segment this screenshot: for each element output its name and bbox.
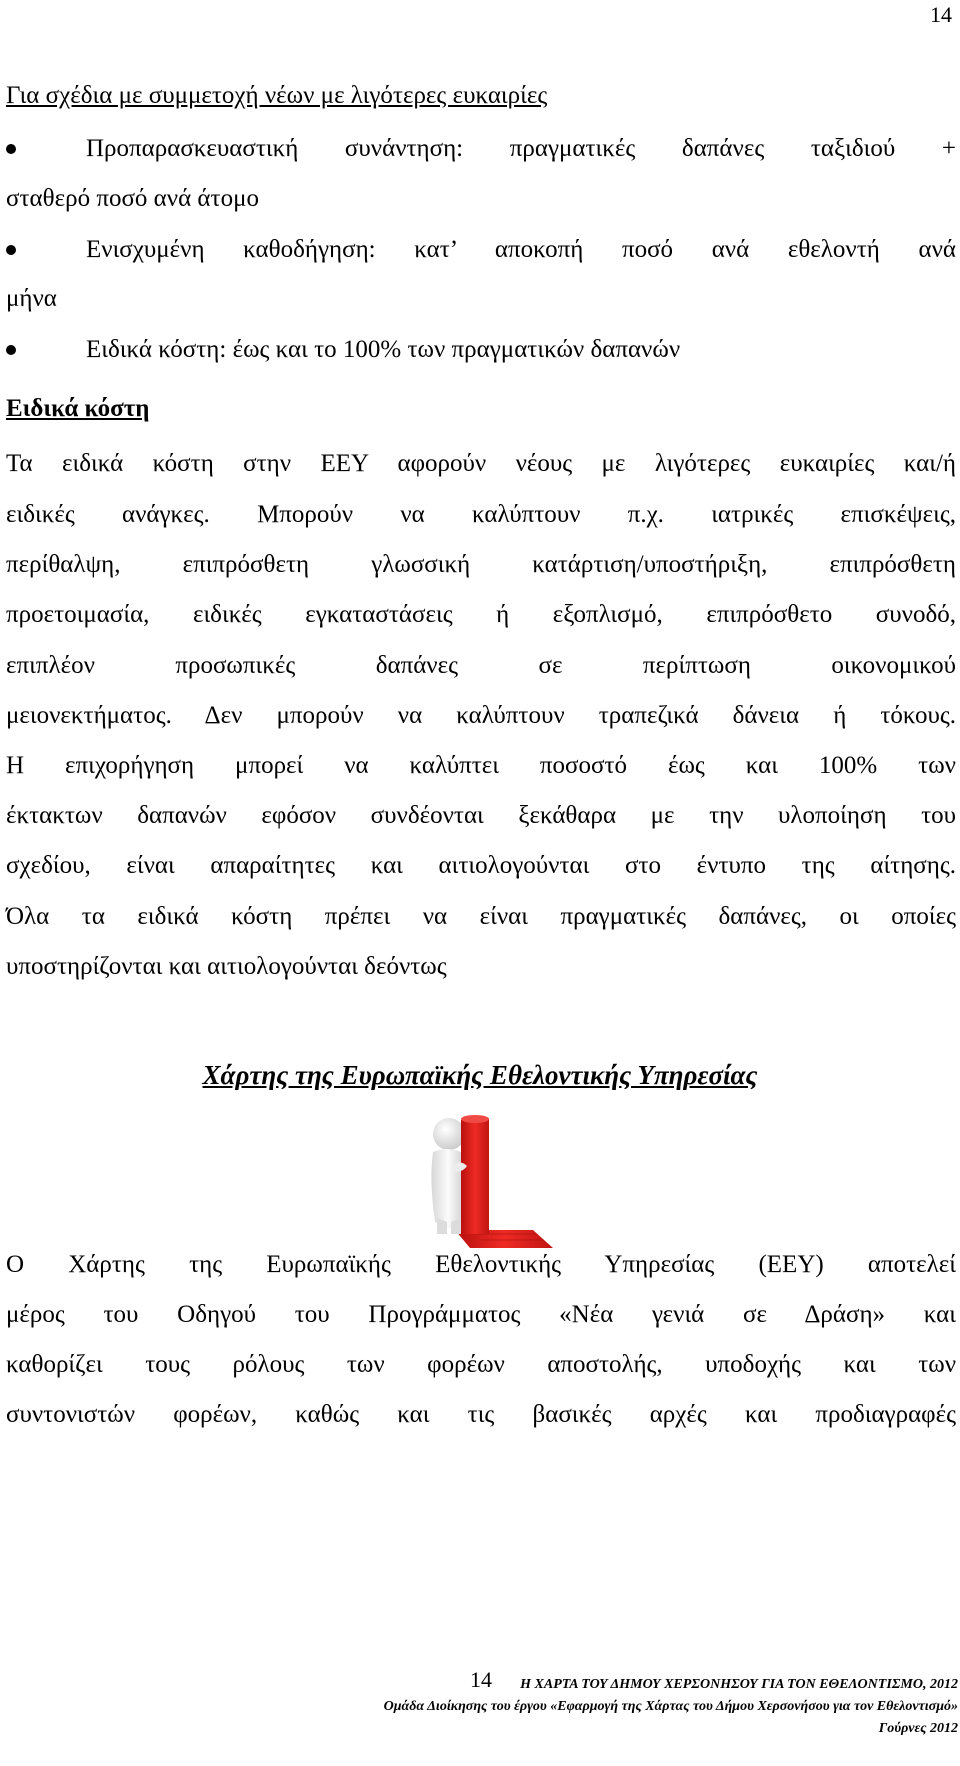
paragraph-line: επιπλέον προσωπικές δαπάνες σε περίπτωση οικονομικού (6, 652, 956, 679)
charter-title: Χάρτης της Ευρωπαϊκής Εθελοντικής Υπηρεσίας (202, 1060, 758, 1090)
special-costs-heading: Ειδικά κόστη (6, 395, 150, 422)
paragraph-line: σχεδίου, είναι απαραίτητες και αιτιολογούνται στο έντυπο της αίτησης. (6, 852, 956, 879)
paragraph-line: υποστηρίζονται και αιτιολογούνται δεόντως (6, 953, 447, 980)
paragraph-line: Τα ειδικά κόστη στην ΕΕΥ αφορούν νέους με λιγότερες ευκαιρίες και/ή (6, 450, 956, 477)
paragraph-line: Η επιχορήγηση μπορεί να καλύπτει ποσοστό έως και 100% των (6, 752, 956, 779)
bullet-special-costs: Ειδικά κόστη: έως και το 100% των πραγματικών δαπανών (86, 336, 681, 363)
paragraph-line: έκτακτων δαπανών εφόσον συνδέονται ξεκάθαρα με την υλοποίηση του (6, 802, 956, 829)
paragraph-line: Όλα τα ειδικά κόστη πρέπει να είναι πραγματικές δαπάνες, οι οποίες (6, 903, 956, 930)
paragraph-line: Ο Χάρτης της Ευρωπαϊκής Εθελοντικής Υπηρεσίας (ΕΕΥ) αποτελεί (6, 1251, 956, 1278)
footer-page-number: 14 (470, 1667, 492, 1692)
bullet-icon (6, 144, 16, 154)
paragraph-line: προετοιμασία, ειδικές εγκαταστάσεις ή εξοπλισμό, επιπρόσθετο συνοδό, (6, 601, 956, 628)
bullet-icon (6, 345, 16, 355)
footer-charter-line: Η ΧΑΡΤΑ ΤΟΥ ΔΗΜΟΥ ΧΕΡΣΟΝΗΣΟΥ ΓΙΑ ΤΟΝ ΕΘΕΛΟΝΤΙΣΜΟ, 2012 (520, 1677, 958, 1692)
footer-team-line: Ομάδα Διοίκησης του έργου «Εφαρμογή της Χάρτας του Δήμου Χερσονήσου για τον Εθελοντισμό» (383, 1699, 958, 1714)
bullet-continuation: σταθερό ποσό ανά άτομο (6, 185, 259, 212)
paragraph-line: καθορίζει τους ρόλους των φορέων αποστολής, υποδοχής και των (6, 1351, 956, 1378)
figure-with-red-carpet-image (415, 1110, 560, 1250)
low-opportunity-heading: Για σχέδια με συμμετοχή νέων με λιγότερες ευκαιρίες (6, 82, 548, 109)
bullet-icon (6, 245, 16, 255)
paragraph-line: ειδικές ανάγκες. Μπορούν να καλύπτουν π.χ. ιατρικές επισκέψεις, (6, 501, 956, 528)
paragraph-line: μειονεκτήματος. Δεν μπορούν να καλύπτουν τραπεζικά δάνεια ή τόκους. (6, 702, 956, 729)
page-number: 14 (930, 2, 952, 27)
paragraph-line: περίθαλψη, επιπρόσθετη γλωσσική κατάρτιση/υποστήριξη, επιπρόσθετη (6, 551, 956, 578)
footer-date-line: Γούρνες 2012 (878, 1721, 958, 1736)
paragraph-line: μέρος του Οδηγού του Προγράμματος «Νέα γενιά σε Δράση» και (6, 1301, 956, 1328)
bullet-reinforced-mentoring: Ενισχυμένη καθοδήγηση: κατ’ αποκοπή ποσό ανά εθελοντή ανά (86, 236, 956, 263)
bullet-continuation: μήνα (6, 285, 57, 312)
bullet-preparatory-meeting: Προπαρασκευαστική συνάντηση: πραγματικές δαπάνες ταξιδιού + (86, 135, 956, 162)
paragraph-line: συντονιστών φορέων, καθώς και τις βασικές αρχές και προδιαγραφές (6, 1401, 956, 1428)
